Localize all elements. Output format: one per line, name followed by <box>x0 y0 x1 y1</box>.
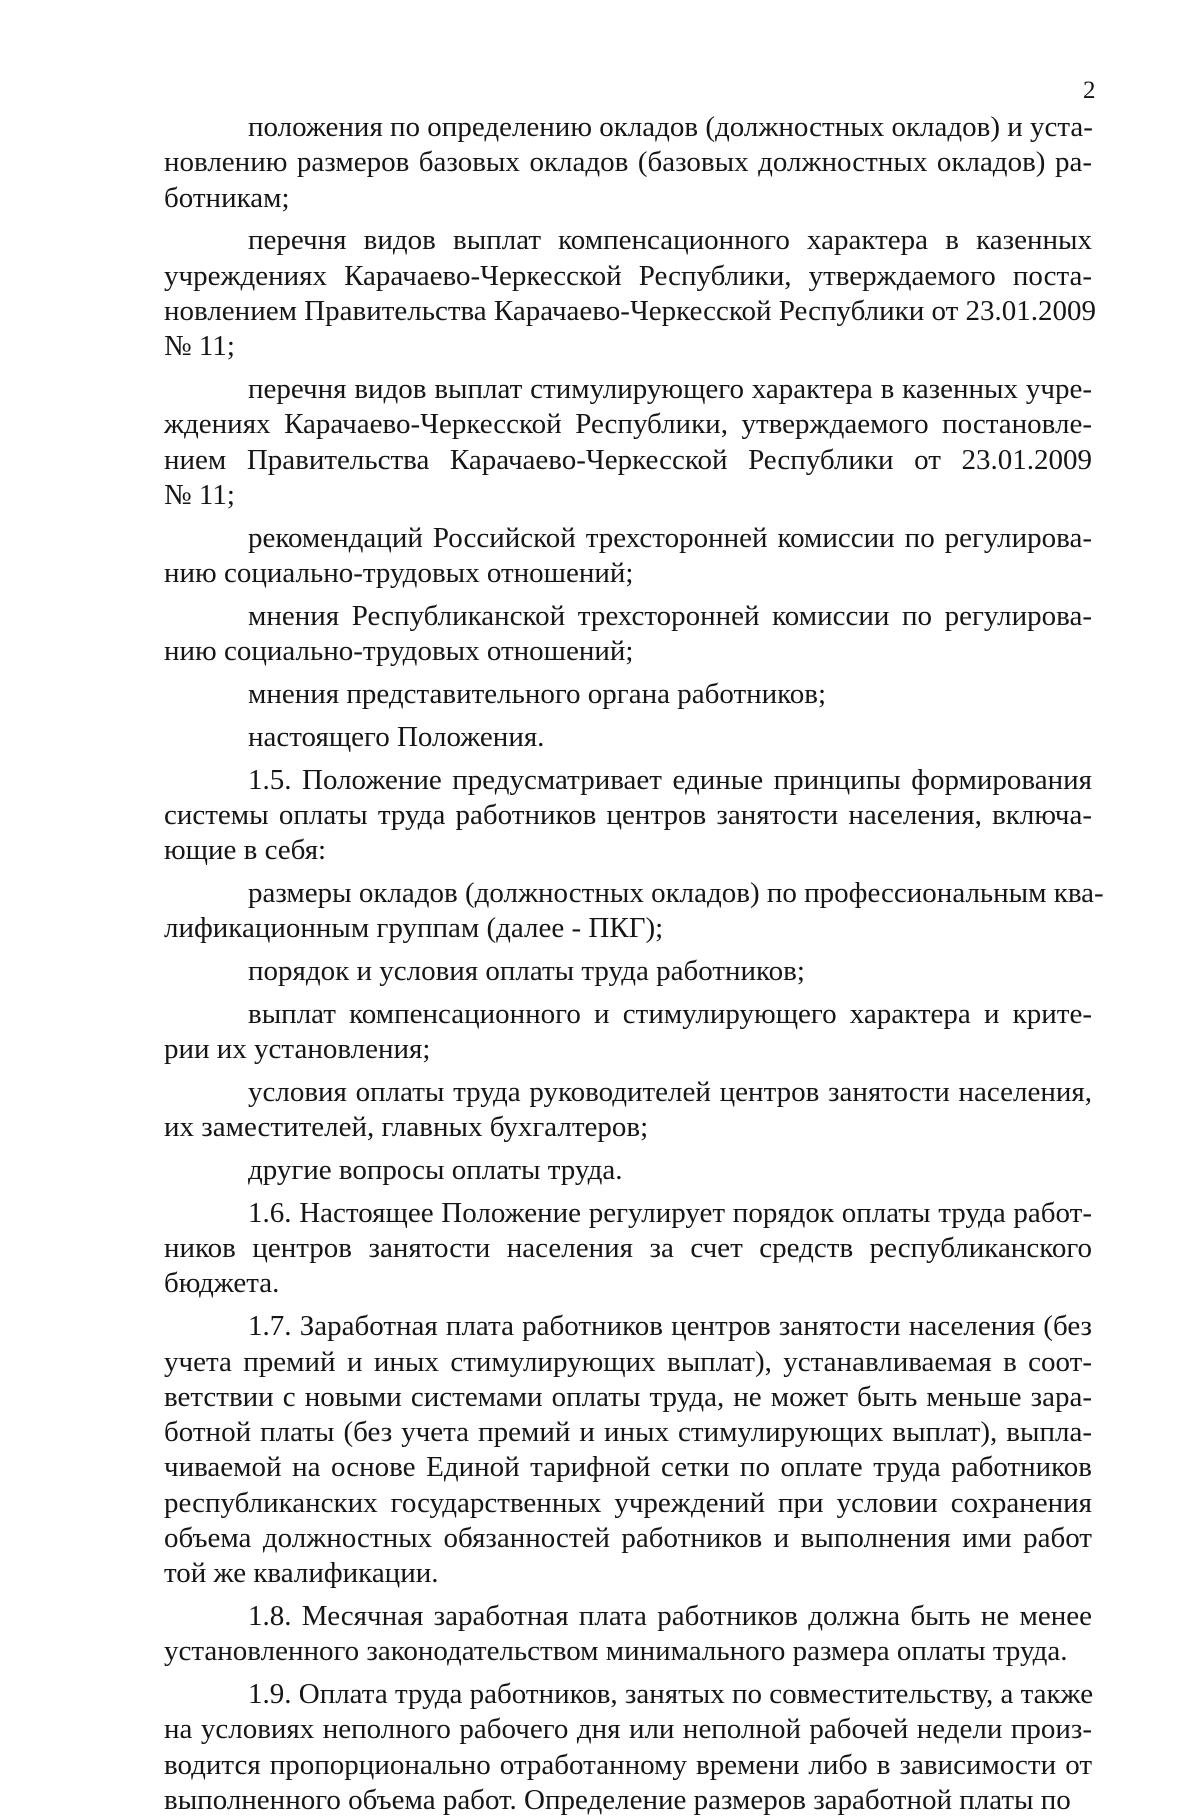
paragraph-line: нию социально-трудовых отношений; <box>164 557 634 590</box>
paragraph-line: системы оплаты труда работников центров занятости населения, включа- <box>164 798 1092 831</box>
paragraph-line: новлению размеров базовых окладов (базовых должностных окладов) ра- <box>164 146 1092 179</box>
paragraph-line: ветствии с новыми системами оплаты труда, не может быть меньше зара- <box>164 1380 1092 1413</box>
paragraph-line: чиваемой на основе Единой тарифной сетки по оплате труда работников <box>164 1451 1092 1484</box>
paragraph-line: нию социально-трудовых отношений; <box>164 635 634 668</box>
paragraph-line: № 11; <box>164 478 235 511</box>
paragraph-line: ботной платы (без учета премий и иных стимулирующих выплат), выпла- <box>164 1416 1092 1449</box>
paragraph-line: объема должностных обязанностей работников и выполнения ими работ <box>164 1521 1092 1554</box>
paragraph-line: размеры окладов (должностных окладов) по профессиональным ква- <box>248 876 1104 909</box>
paragraph-line: выполненного объема работ. Определение размеров заработной платы по <box>164 1784 1071 1817</box>
paragraph-line: перечня видов выплат стимулирующего характера в казенных учре- <box>248 373 1092 406</box>
paragraph-line: той же квалификации. <box>164 1557 439 1590</box>
paragraph-line: настоящего Положения. <box>248 720 545 753</box>
paragraph-line: учреждениях Карачаево-Черкесской Республики, утверждаемого поста- <box>164 259 1092 292</box>
paragraph <box>164 223 1097 364</box>
paragraph-line: положения по определению окладов (должностных окладов) и уста- <box>248 111 1093 143</box>
paragraph-line: нием Правительства Карачаево-Черкесской Республики от 23.01.2009 <box>164 443 1092 476</box>
paragraph-line: водится пропорционально отработанному времени либо в зависимости от <box>164 1748 1092 1781</box>
paragraph-line: ботникам; <box>164 181 290 214</box>
paragraph-line: республиканских государственных учреждений при условии сохранения <box>164 1486 1092 1519</box>
paragraph <box>164 1075 1092 1146</box>
paragraph-line: новлением Правительства Карачаево-Черкесской Республики от 23.01.2009 <box>164 294 1097 327</box>
paragraph <box>164 1677 1092 1818</box>
paragraph-line: ющие в себя: <box>164 834 327 867</box>
paragraph-line: мнения представительного органа работников; <box>248 677 827 710</box>
paragraph <box>164 876 1104 947</box>
paragraph <box>164 110 1092 216</box>
paragraph-line: № 11; <box>164 330 235 363</box>
paragraph <box>164 521 1092 592</box>
paragraph-line: условия оплаты труда руководителей центров занятости населения, <box>248 1075 1092 1108</box>
paragraph-line: лификационным группам (далее - ПКГ); <box>164 912 664 945</box>
paragraph <box>164 954 1092 989</box>
paragraph <box>164 1599 1092 1670</box>
paragraph-line: 1.8. Месячная заработная плата работников должна быть не менее <box>248 1600 1092 1633</box>
paragraph-line: выплат компенсационного и стимулирующего характера и крите- <box>248 997 1092 1030</box>
paragraph <box>164 599 1092 670</box>
paragraph-line: рии их установления; <box>164 1033 431 1066</box>
paragraph <box>164 720 1092 755</box>
paragraph-line: ников центров занятости населения за счет средств республиканского <box>164 1232 1092 1265</box>
paragraph <box>164 1196 1092 1302</box>
page-number: 2 <box>1083 77 1096 104</box>
paragraph <box>164 997 1092 1068</box>
paragraph-line: установленного законодательством минимального размера оплаты труда. <box>164 1635 1068 1668</box>
paragraph-line: мнения Республиканской трехсторонней комиссии по регулирова- <box>248 599 1092 632</box>
paragraph-line: перечня видов выплат компенсационного характера в казенных <box>248 224 1092 257</box>
paragraph-line: ждениях Карачаево-Черкесской Республики, утверждаемого постановле- <box>164 408 1092 441</box>
paragraph-line: рекомендаций Российской трехсторонней комиссии по регулирова- <box>248 521 1092 554</box>
paragraph-line: бюджета. <box>164 1267 280 1300</box>
document-body <box>164 110 1104 1818</box>
paragraph-line: 1.9. Оплата труда работников, занятых по совместительству, а также <box>248 1678 1094 1711</box>
paragraph-line: порядок и условия оплаты труда работников; <box>248 955 805 988</box>
paragraph-line: учета премий и иных стимулирующих выплат), устанавливаемая в соот- <box>164 1345 1092 1378</box>
paragraph-line: 1.6. Настоящее Положение регулирует порядок оплаты труда работ- <box>248 1196 1092 1229</box>
paragraph-line: другие вопросы оплаты труда. <box>248 1154 623 1187</box>
paragraph <box>164 372 1092 513</box>
paragraph <box>164 1153 1092 1188</box>
paragraph-line: 1.5. Положение предусматривает единые принципы формирования <box>248 763 1092 796</box>
paragraph-line: их заместителей, главных бухгалтеров; <box>164 1111 649 1144</box>
paragraph <box>164 1309 1092 1591</box>
paragraph-line: 1.7. Заработная плата работников центров занятости населения (без <box>248 1310 1092 1343</box>
paragraph <box>164 763 1092 869</box>
paragraph-line: на условиях неполного рабочего дня или неполной рабочей недели произ- <box>164 1713 1092 1746</box>
paragraph <box>164 677 1092 712</box>
